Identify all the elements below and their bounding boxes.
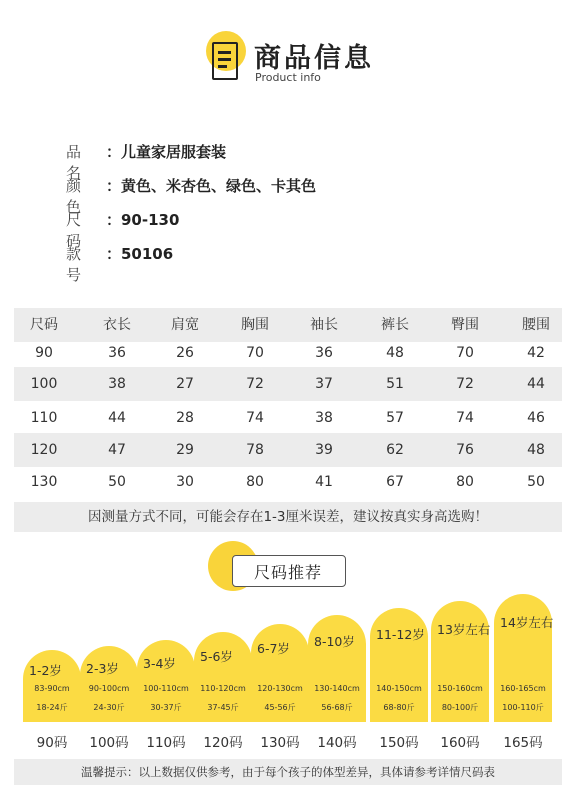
table-cell: 72 (456, 376, 474, 392)
table-cell: 80 (456, 474, 474, 490)
table-cell: 44 (108, 410, 126, 426)
info-value: ：儿童家居服套装 (106, 143, 227, 161)
table-cell: 130 (30, 474, 58, 490)
card-size-label: 140码 (317, 735, 357, 751)
card-age: 3-4岁 (143, 656, 176, 671)
card-weight: 56-68斤 (321, 703, 353, 712)
size-card (431, 601, 489, 722)
card-size-label: 160码 (440, 735, 480, 751)
table-cell: 38 (315, 410, 333, 426)
table-row (14, 433, 562, 467)
info-label: 款号 (66, 245, 105, 284)
table-cell: 70 (456, 345, 474, 361)
card-height: 160-165cm (500, 684, 546, 693)
info-value: ：50106 (106, 245, 174, 263)
table-cell: 50 (527, 474, 545, 490)
page-title: 商品信息 (254, 43, 374, 74)
card-size-label: 110码 (146, 735, 186, 751)
size-card (80, 646, 138, 722)
table-cell: 30 (176, 474, 194, 490)
table-header-cell: 尺码 (30, 317, 58, 333)
card-height: 150-160cm (437, 684, 483, 693)
table-cell: 74 (456, 410, 474, 426)
table-cell: 57 (386, 410, 404, 426)
card-weight: 100-110斤 (502, 703, 544, 712)
document-icon (212, 42, 238, 80)
table-cell: 27 (176, 376, 194, 392)
size-card (251, 624, 309, 722)
info-label: 品名 (66, 143, 105, 182)
card-age: 1-2岁 (29, 663, 62, 678)
card-height: 130-140cm (314, 684, 360, 693)
info-label: 尺码 (66, 211, 105, 250)
table-cell: 76 (456, 442, 474, 458)
table-cell: 47 (108, 442, 126, 458)
table-cell: 67 (386, 474, 404, 490)
table-cell: 36 (315, 345, 333, 361)
card-weight: 80-100斤 (441, 703, 479, 712)
table-cell: 38 (108, 376, 126, 392)
table-cell: 51 (386, 376, 404, 392)
table-cell: 80 (246, 474, 264, 490)
card-size-label: 120码 (203, 735, 243, 751)
table-cell: 120 (30, 442, 58, 458)
table-cell: 72 (246, 376, 264, 392)
table-header-cell: 裤长 (381, 317, 409, 333)
card-size-label: 150码 (379, 735, 419, 751)
measurement-note: 因测量方式不同，可能会存在1-3厘米误差，建议按真实身高选购！ (14, 502, 562, 532)
card-size-label: 90码 (36, 735, 68, 751)
card-height: 120-130cm (257, 684, 303, 693)
table-cell: 28 (176, 410, 194, 426)
info-value: ：黄色、米杏色、绿色、卡其色 (106, 177, 317, 195)
table-cell: 42 (527, 345, 545, 361)
table-cell: 46 (527, 410, 545, 426)
card-height: 110-120cm (200, 684, 246, 693)
table-cell: 50 (108, 474, 126, 490)
size-card (194, 632, 252, 722)
card-age: 5-6岁 (200, 649, 233, 664)
table-cell: 39 (315, 442, 333, 458)
table-cell: 29 (176, 442, 194, 458)
table-cell: 78 (246, 442, 264, 458)
card-weight: 68-80斤 (383, 703, 415, 712)
page-subtitle: Product info (255, 71, 321, 84)
card-size-label: 165码 (503, 735, 543, 751)
card-height: 100-110cm (143, 684, 189, 693)
table-header-cell: 胸围 (241, 317, 269, 333)
table-cell: 100 (30, 376, 58, 392)
card-age: 2-3岁 (86, 661, 119, 676)
card-age: 14岁左右 (500, 615, 554, 630)
card-weight: 18-24斤 (36, 703, 68, 712)
card-weight: 45-56斤 (264, 703, 296, 712)
table-header-cell: 腰围 (522, 317, 550, 333)
size-card (137, 640, 195, 722)
card-age: 13岁左右 (437, 622, 491, 637)
card-age: 6-7岁 (257, 641, 290, 656)
card-height: 140-150cm (376, 684, 422, 693)
table-header-cell: 肩宽 (171, 317, 199, 333)
table-row (14, 465, 562, 499)
recommend-title: 尺码推荐 (254, 563, 323, 582)
table-header-cell: 袖长 (310, 317, 338, 333)
size-card (370, 608, 428, 722)
card-height: 83-90cm (34, 684, 70, 693)
table-header-cell: 衣长 (103, 317, 131, 333)
table-cell: 26 (176, 345, 194, 361)
card-height: 90-100cm (88, 684, 130, 693)
table-cell: 36 (108, 345, 126, 361)
table-cell: 90 (35, 345, 53, 361)
size-card (308, 615, 366, 722)
table-cell: 48 (527, 442, 545, 458)
table-cell: 74 (246, 410, 264, 426)
size-card (494, 594, 552, 722)
table-header-cell: 臀围 (451, 317, 479, 333)
table-row (14, 336, 562, 370)
card-age: 8-10岁 (314, 634, 355, 649)
table-cell: 44 (527, 376, 545, 392)
card-weight: 37-45斤 (207, 703, 239, 712)
card-size-label: 130码 (260, 735, 300, 751)
tip-note: 温馨提示：以上数据仅供参考，由于每个孩子的体型差异，具体请参考详情尺码表 (14, 759, 562, 785)
table-row (14, 367, 562, 401)
card-age: 11-12岁 (376, 627, 425, 642)
table-row (14, 401, 562, 435)
table-cell: 110 (30, 410, 58, 426)
table-cell: 41 (315, 474, 333, 490)
table-cell: 37 (315, 376, 333, 392)
table-cell: 70 (246, 345, 264, 361)
info-label: 颜色 (66, 177, 105, 216)
card-weight: 30-37斤 (150, 703, 182, 712)
info-value: ：90-130 (106, 211, 180, 229)
table-cell: 48 (386, 345, 404, 361)
size-card (23, 650, 81, 722)
card-weight: 24-30斤 (93, 703, 125, 712)
table-cell: 62 (386, 442, 404, 458)
card-size-label: 100码 (89, 735, 129, 751)
